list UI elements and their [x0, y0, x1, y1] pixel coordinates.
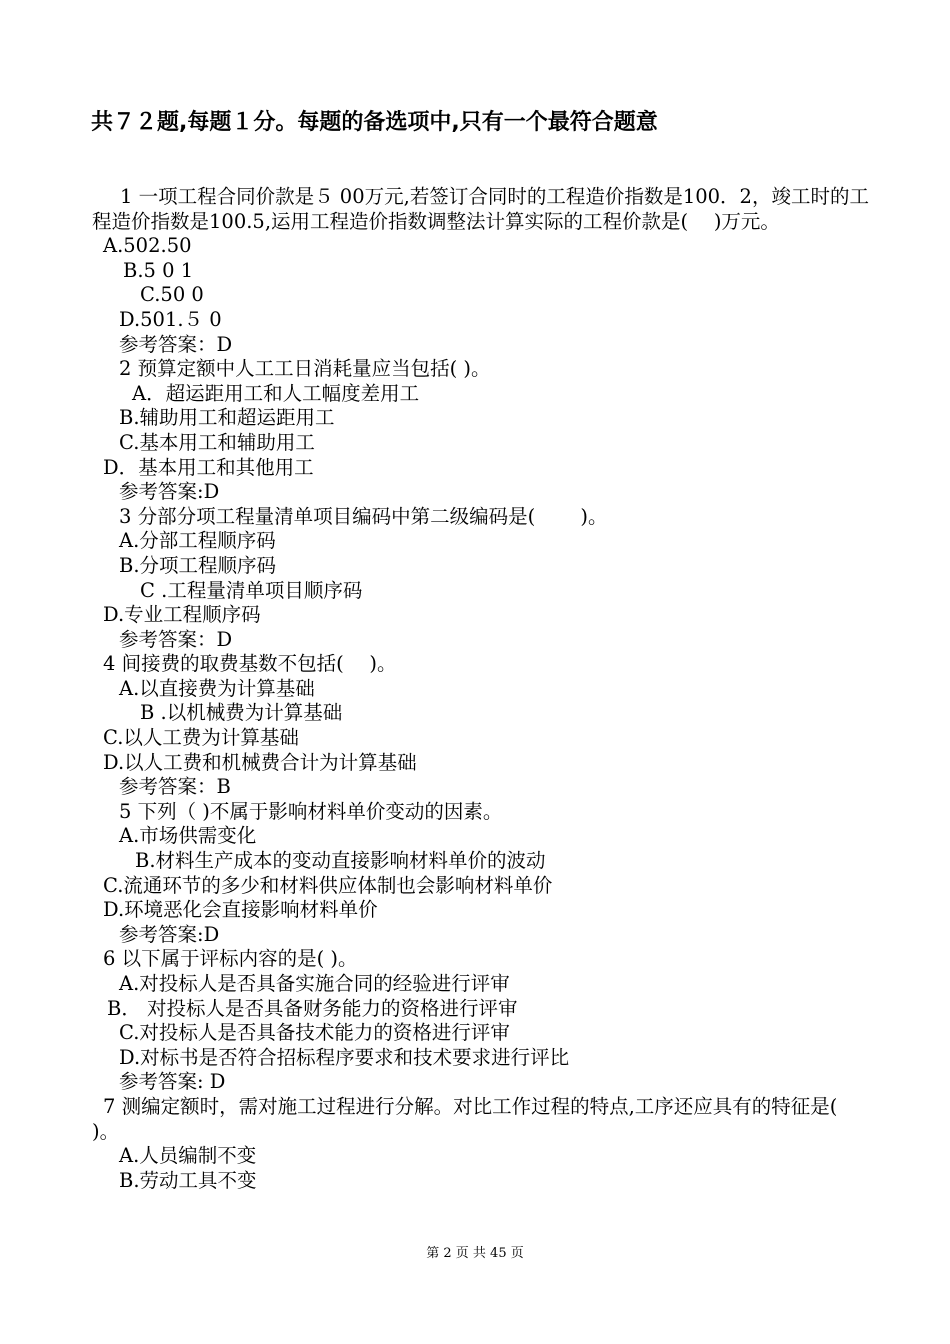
- text-line: 3 分部分项工程量清单项目编码中第二级编码是( )。: [119, 504, 608, 528]
- text-line: 参考答案：B: [119, 775, 231, 799]
- text-line: A.市场供需变化: [119, 824, 257, 848]
- text-line: B .以机械费为计算基础: [140, 701, 343, 725]
- text-line: D.501.５ 0: [119, 307, 222, 331]
- text-line: A.以直接费为计算基础: [119, 676, 315, 700]
- text-line: 参考答案：D: [119, 627, 233, 651]
- text-line: 参考答案:D: [119, 480, 220, 504]
- text-line: B.劳动工具不变: [119, 1168, 257, 1192]
- text-line: C.流通环节的多少和材料供应体制也会影响材料单价: [103, 873, 553, 897]
- text-line: B.材料生产成本的变动直接影响材料单价的波动: [135, 849, 546, 873]
- text-line: A.人员编制不变: [119, 1144, 257, 1168]
- text-line: 7 测编定额时，需对施工过程进行分解。对比工作过程的特点,工序还应具有的特征是( )。: [92, 1094, 864, 1143]
- text-line: D.以人工费和机械费合计为计算基础: [103, 750, 417, 774]
- text-line: A.对投标人是否具备实施合同的经验进行评审: [119, 972, 510, 995]
- text-line: B． 对投标人是否具备财务能力的资格进行评审: [107, 996, 518, 1020]
- text-line: 6 以下属于评标内容的是( )。: [103, 947, 358, 971]
- text-line: D.对标书是否符合招标程序要求和技术要求进行评比: [119, 1045, 570, 1069]
- text-line: C.以人工费为计算基础: [103, 726, 299, 750]
- section-heading: 共７２题,每题１分。每题的备选项中,只有一个最符合题意: [91, 110, 658, 135]
- text-line: C.对投标人是否具备技术能力的资格进行评审: [119, 1021, 510, 1045]
- text-line: D.专业工程顺序码: [103, 603, 261, 627]
- text-line: A．超运距用工和人工幅度差用工: [132, 381, 420, 405]
- text-line: B.5 0 1: [123, 258, 194, 282]
- text-line: C.基本用工和辅助用工: [119, 430, 315, 454]
- text-line: 参考答案: D: [119, 1070, 226, 1094]
- text-line: C .工程量清单项目顺序码: [140, 578, 363, 602]
- text-line: A.502.50: [103, 234, 192, 258]
- text-line: D.环境恶化会直接影响材料单价: [103, 898, 378, 922]
- text-line: 4 间接费的取费基数不包括( )。: [103, 652, 397, 676]
- text-line: 参考答案:D: [119, 922, 220, 946]
- text-line: B.分项工程顺序码: [119, 553, 277, 577]
- text-line: D．基本用工和其他用工: [103, 455, 314, 479]
- text-line: 2 预算定额中人工工日消耗量应当包括( )。: [119, 357, 491, 381]
- text-line: 1 一项工程合同价款是５ 00万元,若签订合同时的工程造价指数是100．2，竣工时的工程造价指数是100.5,运用工程造价指数调整法计算实际的工程价款是( )万元。: [92, 185, 869, 233]
- text-line: C.50 0: [140, 283, 204, 307]
- text-line: B.辅助用工和超运距用工: [119, 406, 335, 430]
- text-line: 5 下列（ )不属于影响材料单价变动的因素。: [119, 799, 503, 823]
- question-body: [92, 185, 882, 1193]
- text-line: 参考答案：D: [119, 332, 233, 356]
- page-footer: 第 2 页 共 45 页: [426, 1246, 524, 1261]
- text-line: A.分部工程顺序码: [119, 529, 276, 553]
